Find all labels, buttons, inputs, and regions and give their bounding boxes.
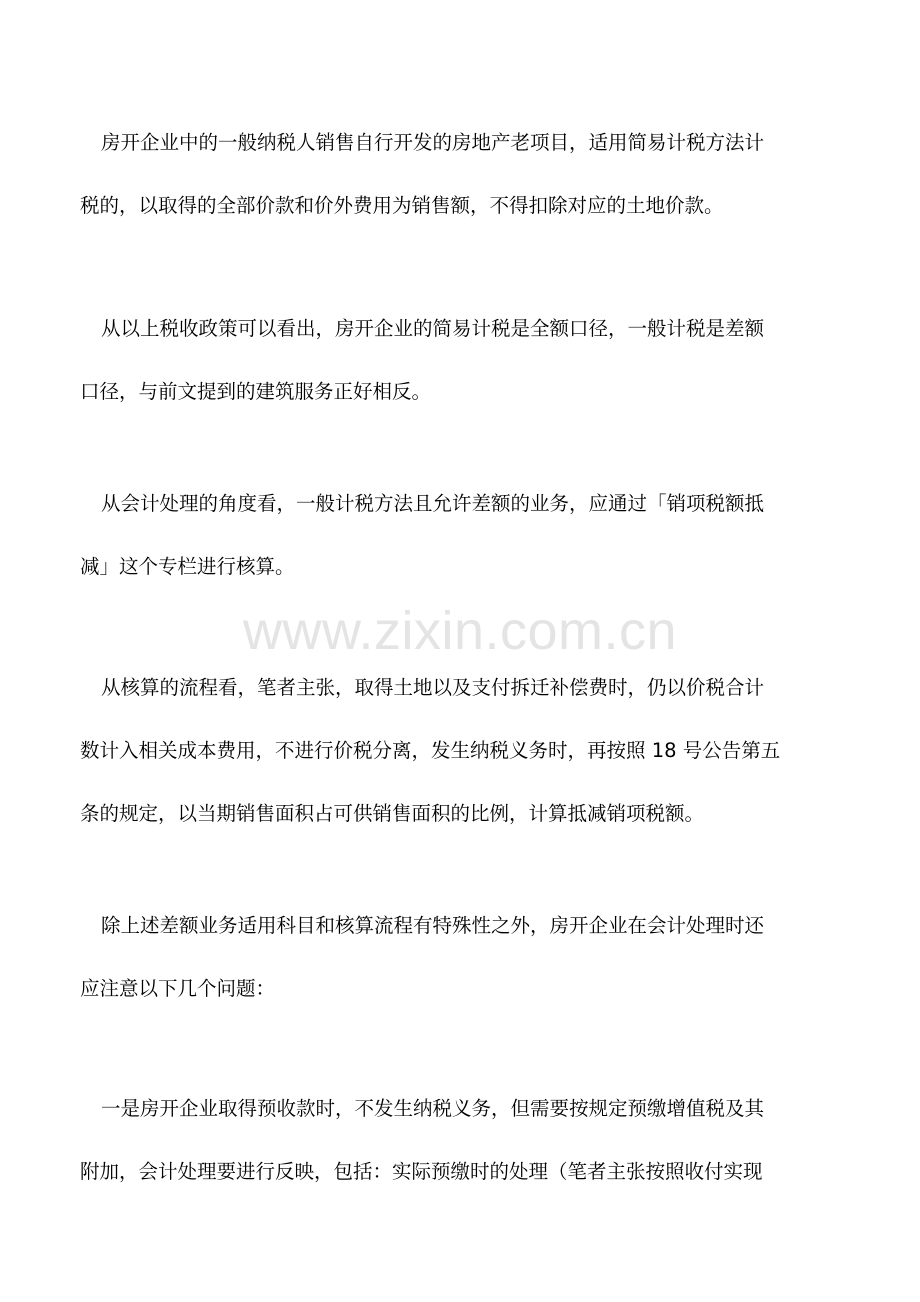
paragraph-line: 减」这个专栏进行核算。 (80, 555, 295, 578)
paragraph-line: 附加，会计处理要进行反映，包括：实际预缴时的处理（笔者主张按照收付实现 (80, 1160, 763, 1183)
paragraph-4 (80, 656, 845, 845)
paragraph-line: 口径，与前文提到的建筑服务正好相反。 (80, 380, 432, 403)
paragraph-line: 数计入相关成本费用，不进行价税分离，发生纳税义务时，再按照 18 号公告第五 (80, 739, 781, 762)
paragraph-5 (80, 894, 845, 1020)
paragraph-1 (80, 111, 845, 237)
paragraph-line: 除上述差额业务适用科目和核算流程有特殊性之外，房开企业在会计处理时还 (101, 914, 765, 937)
paragraph-line: 从核算的流程看，笔者主张，取得土地以及支付拆迁补偿费时，仍以价税合计 (101, 676, 765, 699)
paragraph-line: 应注意以下几个问题： (80, 977, 276, 1000)
paragraph-line: 条的规定，以当期销售面积占可供销售面积的比例，计算抵减销项税额。 (80, 802, 705, 825)
paragraph-6 (80, 1077, 845, 1203)
watermark: www.zixin.com.cn (242, 601, 678, 661)
paragraph-3 (80, 472, 845, 598)
paragraph-line: 税的，以取得的全部价款和价外费用为销售额，不得扣除对应的土地价款。 (80, 194, 724, 217)
paragraph-line: 从会计处理的角度看，一般计税方法且允许差额的业务，应通过「销项税额抵 (101, 492, 765, 515)
paragraph-line: 从以上税收政策可以看出，房开企业的简易计税是全额口径，一般计税是差额 (101, 317, 765, 340)
paragraph-line: 一是房开企业取得预收款时，不发生纳税义务，但需要按规定预缴增值税及其 (101, 1097, 765, 1120)
paragraph-2 (80, 297, 845, 423)
paragraph-line: 房开企业中的一般纳税人销售自行开发的房地产老项目，适用简易计税方法计 (101, 131, 765, 154)
